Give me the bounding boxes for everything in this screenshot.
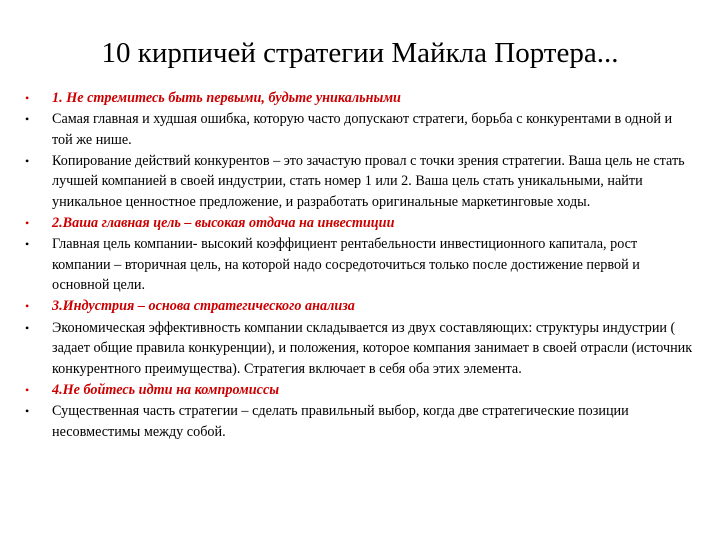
list-item-text: 4.Не бойтесь идти на компромиссы bbox=[52, 381, 280, 398]
bullet-icon: • bbox=[25, 403, 30, 418]
bullet-icon: • bbox=[25, 237, 30, 252]
list-item-text: Существенная часть стратегии – сделать правильный выбор, когда две стратегические позиции несовместимы между собой. bbox=[52, 402, 629, 440]
list-item-text: 1. Не стремитесь быть первыми, будьте уникальными bbox=[52, 90, 401, 106]
list-item bbox=[0, 401, 720, 442]
bullet-icon: • bbox=[25, 382, 30, 397]
list-item bbox=[0, 234, 720, 296]
list-item-text: 3.Индустрия – основа стратегического анализа bbox=[52, 298, 355, 315]
bullet-icon: • bbox=[25, 112, 30, 127]
bullet-icon: • bbox=[25, 320, 30, 335]
list-item-text: Копирование действий конкурентов – это зачастую провал с точки зрения стратегии. Ваша цель не стать лучшей компанией в своей индустрии, стать номер 1 или 2. Ваша цель стать уникальными, найти уникальное ценностное предложение, и разработать оригинальные маркетинговые ходы. bbox=[52, 152, 685, 210]
list-item-text: Главная цель компании- высокий коэффициент рентабельности инвестиционного капитала, рост компании – вторичная цель, на которой надо сосредоточиться только после достижение первой и основной цели. bbox=[52, 236, 640, 294]
slide-title: 10 кирпичей стратегии Майкла Портера... bbox=[101, 37, 619, 69]
list-item bbox=[0, 151, 720, 213]
list-item bbox=[0, 318, 720, 380]
bullet-icon: • bbox=[25, 153, 30, 168]
list-item-text: Экономическая эффективность компании складывается из двух составляющих: структуры индустрии ( задает общие правила конкуренции), и положения, которое компания занимает в своей отрасли (источник конкурентного преимущества). Стратегия включает в себя оба этих элемента. bbox=[52, 319, 693, 377]
list-item-heading-3 bbox=[0, 296, 720, 317]
bullet-icon: • bbox=[25, 216, 30, 231]
list-item-text: Самая главная и худшая ошибка, которую часто допускают стратеги, борьба с конкурентами в одной и той же нише. bbox=[52, 111, 673, 148]
list-item-heading-4 bbox=[0, 380, 720, 401]
bullet-icon: • bbox=[25, 299, 30, 314]
list-item-text: 2.Ваша главная цель – высокая отдача на инвестиции bbox=[52, 215, 395, 232]
bullet-icon: • bbox=[25, 91, 30, 105]
list-item-heading-1 bbox=[0, 88, 720, 109]
bullet-list bbox=[0, 88, 720, 443]
list-item-heading-2 bbox=[0, 213, 720, 234]
list-item bbox=[0, 109, 720, 150]
